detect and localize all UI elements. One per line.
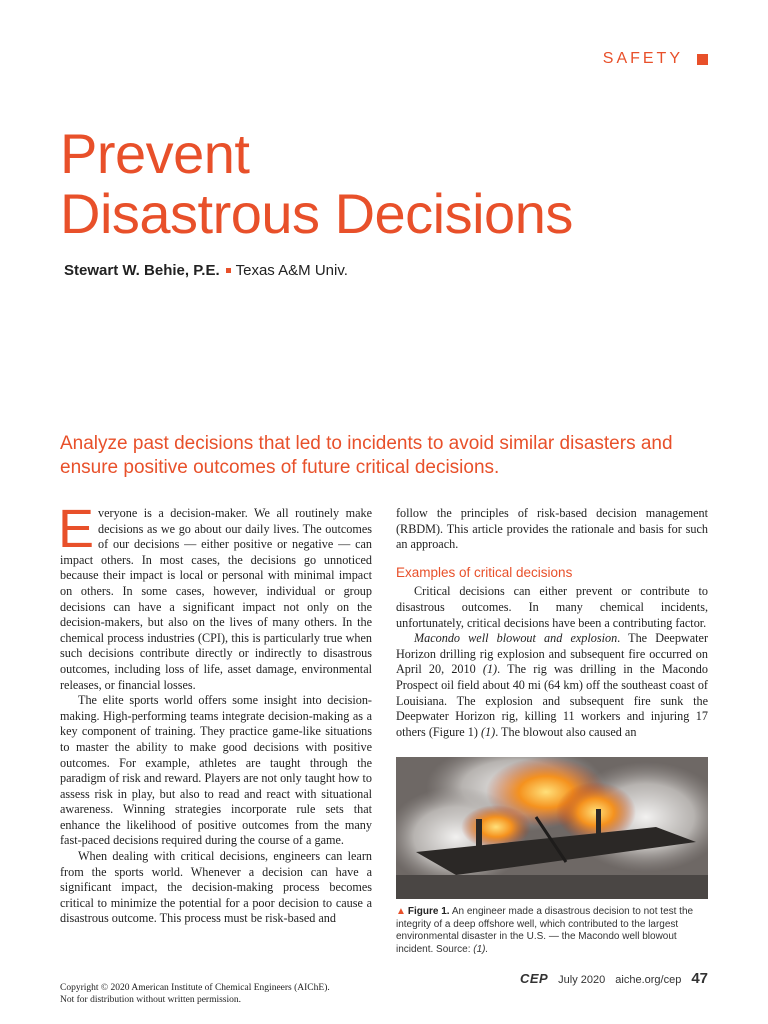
website-link[interactable]: aiche.org/cep [615, 974, 682, 986]
title-line-1: Prevent [60, 122, 250, 185]
copyright-line: Copyright © 2020 American Institute of Chemical Engineers (AIChE). [60, 983, 330, 993]
page-number: 47 [691, 970, 708, 987]
section-square-icon [697, 54, 708, 65]
author-name: Stewart W. Behie, P.E. [64, 262, 220, 279]
paragraph: follow the principles of risk-based decision management (RBDM). This article provides the rationale and basis for such an approach. [396, 506, 708, 552]
body-column-left [58, 499, 372, 927]
figure-label: Figure 1. [407, 906, 450, 917]
copyright-notice [60, 982, 330, 1006]
caption-source: (1). [473, 943, 489, 955]
byline-separator-icon [226, 268, 231, 273]
paragraph-text: veryone is a decision-maker. We all routinely make decisions as we go about our daily lives. The outcomes of our decisions — either positive or negative — can impact others. In most cases, the decisions go unnoticed because their impact is local or personal with minimal impact on others. In some cases, however, individual or group decisions can have a significant impact not only on the decision-makers, but also on the lives of many others. In the chemical process industries (CPI), this is particularly true when such decisions contribute directly or indirectly to disastrous outcomes, including loss of life, asset damage, environmental releases, or financial losses. [60, 506, 372, 692]
figure-photo [396, 757, 708, 899]
caption-triangle-icon: ▲ [396, 906, 406, 917]
paragraph [58, 499, 372, 693]
paragraph [396, 631, 708, 740]
paragraph: When dealing with critical decisions, engineers can learn from the sports world. Whenever a decision can have a significant impact, the decision-making process becomes critical to minimize the potential for a poor decision to cause a disastrous outcome. This process must be risk-based and [60, 849, 372, 926]
section-label [603, 50, 708, 68]
figure-caption [396, 906, 708, 956]
paragraph-text: . The blowout also caused an [495, 724, 637, 739]
paragraph-text: . The rig was drilling in the Macondo Prospect oil field about 40 mi (64 km) off the southeast coast of Louisiana. The explosion and subsequent fire sunk the Deepwater Horizon rig, killing 11 workers and injuring 17 others (Figure 1) [396, 662, 708, 739]
issue-date: July 2020 [558, 974, 606, 986]
article-deck: Analyze past decisions that led to incidents to avoid similar disasters and ensure positive outcomes of future critical decisions. [60, 433, 673, 478]
paragraph: Critical decisions can either prevent or contribute to disastrous outcomes. In many chemical incidents, unfortunately, critical decisions have been a contributing factor. [396, 584, 708, 630]
paragraph-lead: Macondo well blowout and explosion [414, 631, 618, 646]
paragraph-text: . The Deepwater Horizon drilling rig explosion and subsequent fire occurred on April 20, 2010 [396, 631, 709, 677]
reference: (1) [480, 724, 496, 739]
title-line-2: Disastrous Decisions [60, 182, 573, 245]
author-affiliation: Texas A&M Univ. [235, 262, 348, 279]
paragraph: The elite sports world offers some insight into decision-making. High-performing teams integrate decision-making as a key component of training. They practice game-like situations to master the ability to make good decisions with positive outcomes. For example, athletes are taught through the paradigm of risk and reward. Players are not only taught how to assess risk in play, but also to read and react with situational awareness. Winning strategies incorporate rule sets that enhance the likelihood of positive outcomes from the many fast-paced decisions required during the course of a game. [60, 693, 372, 848]
drop-cap: E [58, 499, 95, 559]
magazine-logo: CEP [519, 971, 549, 986]
section-subhead: Examples of critical decisions [396, 564, 573, 580]
body-column-right [396, 506, 708, 740]
reference: (1) [482, 662, 498, 677]
copyright-line: Not for distribution without written permission. [60, 995, 242, 1005]
rig-fire-illustration [396, 757, 708, 899]
section-name: SAFETY [602, 50, 683, 67]
caption-text: An engineer made a disastrous decision to not test the integrity of a deep offshore well, which contributed to the largest environmental disaster in the U.S. — the Macondo well blowout incident. Source: [396, 906, 694, 955]
article-title [60, 124, 720, 244]
byline [64, 262, 348, 279]
page-footer [520, 970, 708, 987]
